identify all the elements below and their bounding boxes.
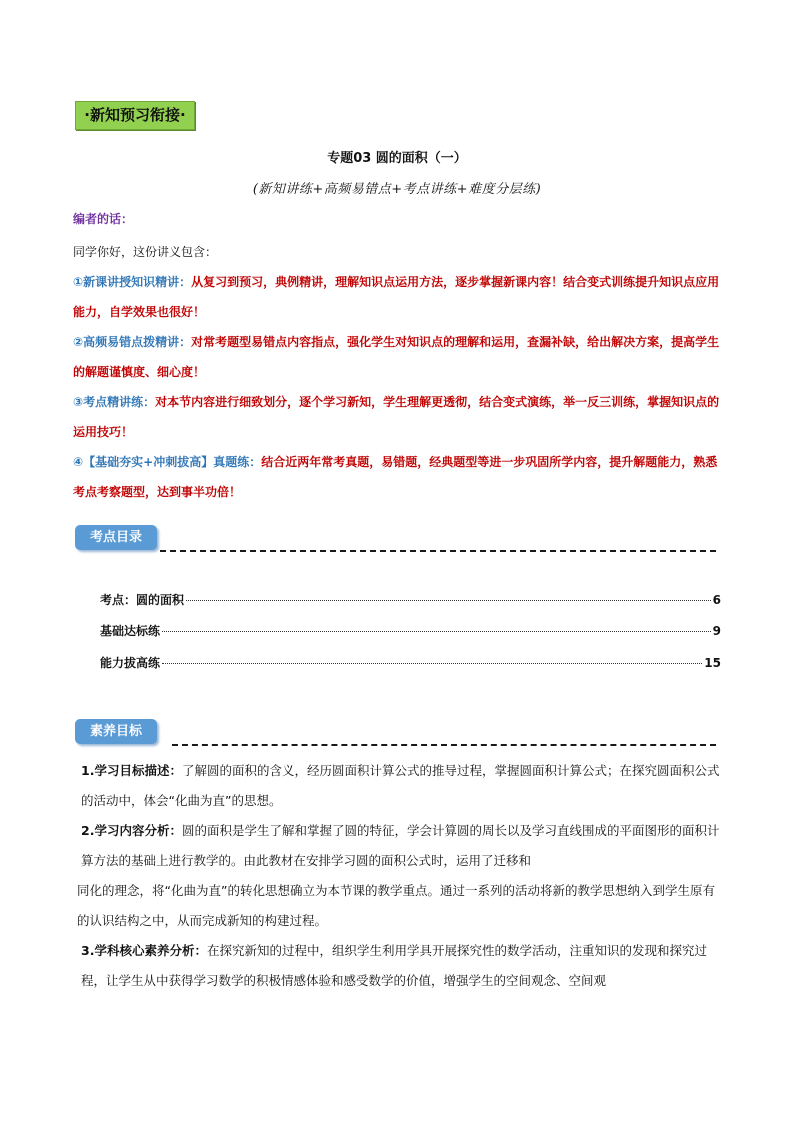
- editor-item-head: ②高频易错点拨精讲：: [73, 335, 192, 349]
- goal-item-head: 1.学习目标描述：: [81, 763, 182, 778]
- editor-label: 编者的话：: [73, 212, 134, 226]
- toc-row[interactable]: [100, 622, 721, 642]
- goals-tab: 素养目标: [75, 719, 157, 744]
- goal-item-head: 3.学科核心素养分析：: [81, 943, 207, 958]
- goal-item: [75, 876, 723, 936]
- goal-item: [75, 816, 723, 876]
- editor-greeting: 同学你好，这份讲义包含：: [73, 245, 218, 259]
- goal-item-body: 同化的理念，将“化曲为直”的转化思想确立为本节课的教学重点。通过一系列的活动将新的教学思想纳入到学生原有的认识结构之中，从而完成新知的构建过程。: [77, 883, 715, 928]
- editor-item-head: ④【基础夯实+冲刺拔高】真题练：: [73, 455, 262, 469]
- toc-leader: [186, 600, 711, 601]
- toc-label: 考点：圆的面积: [100, 593, 185, 607]
- goals-text: [75, 756, 723, 996]
- toc-page: 9: [712, 624, 721, 638]
- goals-divider: [172, 744, 716, 746]
- toc-label: 基础达标练: [100, 624, 161, 638]
- toc-page: 15: [704, 656, 721, 670]
- editor-item-head: ③考点精讲练：: [73, 395, 156, 409]
- editor-item: [73, 447, 723, 507]
- goal-item-body: 了解圆的面积的含义，经历圆面积计算公式的推导过程，掌握圆面积计算公式；在探究圆面积公式的活动中，体会“化曲为直”的思想。: [81, 763, 720, 808]
- editor-item-body: 结合近两年常考真题，易错题，经典题型等进一步巩固所学内容，提升解题能力，熟悉考点考察题型，达到事半功倍！: [73, 455, 718, 499]
- editor-item: [73, 327, 723, 387]
- editor-item-body: 对常考题型易错点内容指点，强化学生对知识点的理解和运用，查漏补缺，给出解决方案，提高学生的解题谨慎度、细心度！: [73, 335, 720, 379]
- toc-label: 能力拔高练: [100, 656, 161, 670]
- goal-item-body: 圆的面积是学生了解和掌握了圆的特征，学会计算圆的周长以及学习直线围成的平面图形的面积计算方法的基础上进行教学的。由此教材在安排学习圆的面积公式时，运用了迁移和: [81, 823, 720, 868]
- page-title: 专题03 圆的面积（一）: [327, 151, 467, 166]
- toc-leader: [162, 663, 702, 664]
- editor-item-head: ①新课讲授知识精讲：: [73, 275, 192, 289]
- goal-item-head: 2.学习内容分析：: [81, 823, 182, 838]
- goal-item-body: 在探究新知的过程中，组织学生利用学具开展探究性的数学活动，注重知识的发现和探究过程，让学生从中获得学习数学的积极情感体验和感受数学的价值，增强学生的空间观念、空间观: [81, 943, 707, 988]
- toc-page: 6: [712, 593, 721, 607]
- editor-text: [73, 237, 723, 507]
- toc-row[interactable]: [100, 654, 721, 674]
- toc-leader: [162, 631, 711, 632]
- toc-row[interactable]: [100, 591, 721, 611]
- editor-item: [73, 267, 723, 327]
- section-badge: ·新知预习衔接·: [75, 101, 195, 130]
- editor-item: [73, 387, 723, 447]
- goal-item: [75, 936, 723, 996]
- editor-item-body: 对本节内容进行细致划分，逐个学习新知，学生理解更透彻，结合变式演练，举一反三训练，掌握知识点的运用技巧！: [73, 395, 720, 439]
- page-subtitle: (新知讲练+高频易错点+考点讲练+难度分层练): [252, 182, 542, 197]
- toc-tab: 考点目录: [75, 525, 157, 550]
- editor-item-body: 从复习到预习，典例精讲，理解知识点运用方法，逐步掌握新课内容！结合变式训练提升知识点应用能力，自学效果也很好！: [73, 275, 720, 319]
- goal-item: [75, 756, 723, 816]
- toc-divider: [160, 550, 716, 552]
